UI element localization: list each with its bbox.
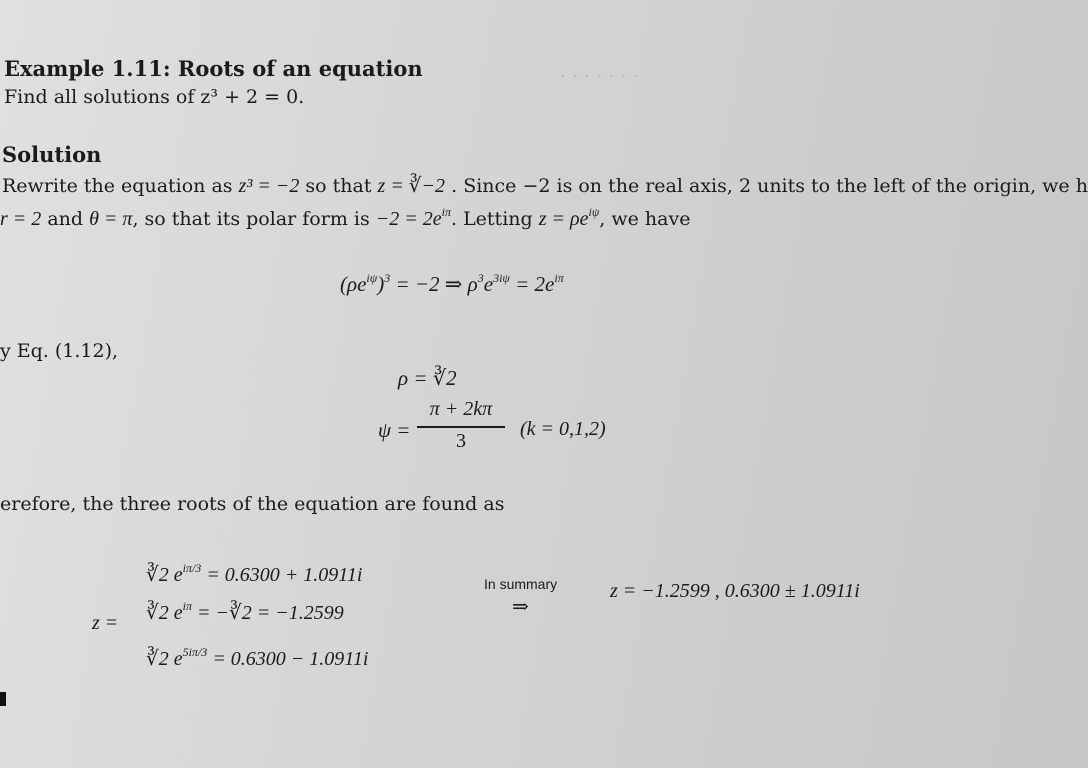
text-letting: . Letting (450, 208, 533, 230)
problem-statement (4, 86, 304, 108)
rho-equation: ρ = ∛2 (398, 366, 457, 390)
solution-heading: Solution (2, 142, 102, 167)
text-polar-form: , so that its polar form is (132, 208, 370, 230)
psi-lhs: ψ = (378, 418, 411, 442)
therefore-text: erefore, the three roots of the equation are found as (0, 493, 505, 515)
solution-line-2 (0, 205, 691, 231)
math-theta: θ = π (89, 208, 133, 230)
k-condition: (k = 0,1,2) (520, 418, 606, 440)
text-we-have: , we have (599, 208, 691, 230)
z-equals: z = (92, 612, 119, 634)
text-since: . Since −2 is on the real axis, 2 units to the left of the origin, we h (451, 175, 1088, 197)
problem-text: Find all solutions of z³ + 2 = 0. (4, 86, 305, 108)
summary-arrow: ⇒ (512, 596, 529, 618)
text-so-that: so that (305, 175, 372, 197)
math-cube-root: z = ∛−2 (377, 175, 446, 197)
summary-roots: z = −1.2599 , 0.6300 ± 1.0911i (610, 580, 860, 602)
math-r: r = 2 (0, 208, 42, 230)
summary-label: In summary (484, 576, 558, 592)
display-equation: $(\rho e^{i\psi})^3 = -2$ ⇒ $\rho^3e^{3i\psi} = 2e^{i\pi}$ (340, 271, 564, 296)
solution-line-1 (2, 173, 1088, 198)
bleed-through-text: · · · · · · · (560, 66, 639, 88)
fraction-numerator: π + 2kπ (429, 398, 493, 420)
fraction-denominator: 3 (456, 430, 466, 452)
math-polar: $-2 = 2e^{i\pi}$ (375, 205, 451, 230)
root-2: ∛2 $e^{i\pi}$ = −∛2 = −1.2599 (146, 599, 344, 624)
root-1: ∛2 $e^{i\pi/3} = 0.6300 + 1.0911i$ (146, 561, 363, 586)
math-z-cubed: z³ = −2 (238, 175, 300, 197)
end-of-example-mark (0, 692, 6, 706)
math-z-polar: $z = \rho e^{i\psi}$ (538, 205, 600, 230)
by-equation-ref: y Eq. (1.12), (0, 340, 119, 362)
example-title: Example 1.11: Roots of an equation (4, 56, 423, 81)
fraction-bar (417, 426, 505, 428)
text-rewrite: Rewrite the equation as (2, 175, 233, 197)
text-and: and (47, 208, 84, 230)
root-3: ∛2 $e^{5i\pi/3} = 0.6300 - 1.0911i$ (146, 645, 369, 670)
psi-fraction (417, 398, 505, 454)
